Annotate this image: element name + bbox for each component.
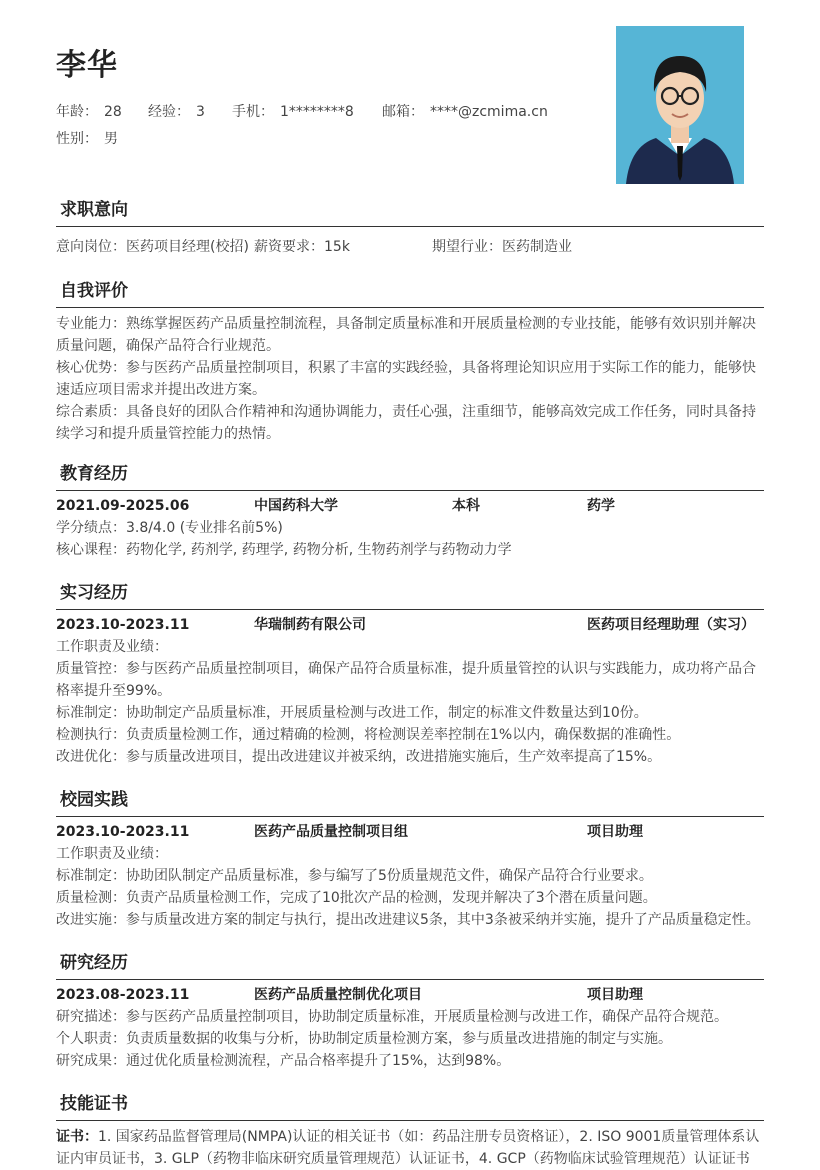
internship-details (56, 636, 764, 768)
section-divider (56, 226, 764, 227)
campus-date: 2023.10-2023.11 (56, 824, 190, 840)
section-skills (56, 1092, 764, 1170)
detail-line: 质量检测：负责产品质量检测工作，完成了10批次产品的检测，发现并解决了3个潜在质量问题。 (56, 890, 657, 906)
courses-line: 核心课程：药物化学, 药剂学, 药理学, 药物分析, 生物药剂学与药物动力学 (56, 542, 512, 558)
phone-item: 手机： 1********8 (232, 104, 354, 120)
certificates-text (56, 1126, 764, 1170)
section-title: 研究经历 (60, 953, 128, 973)
internship-role: 医药项目经理助理（实习） (587, 617, 755, 633)
phone-value: 1********8 (280, 104, 354, 120)
section-title: 技能证书 (60, 1094, 128, 1114)
section-title: 教育经历 (60, 464, 128, 484)
self-evaluation-body (56, 313, 764, 445)
campus-details (56, 843, 764, 931)
research-details (56, 1006, 764, 1072)
campus-role: 项目助理 (587, 824, 643, 840)
profile-photo (616, 26, 744, 184)
candidate-name: 李华 (56, 48, 118, 83)
degree: 本科 (452, 498, 480, 514)
major: 药学 (587, 498, 615, 514)
salary-requirement: 薪资要求：15k (254, 239, 350, 255)
section-divider (56, 490, 764, 491)
self-evaluation-line: 核心优势：参与医药产品质量控制项目，积累了丰富的实践经验，具备将理论知识应用于实际工作的能力，能够快速适应项目需求并提出改进方案。 (56, 360, 756, 398)
experience-value: 3 (196, 104, 205, 120)
detail-line: 工作职责及业绩： (56, 639, 168, 655)
education-entry-header (56, 495, 764, 517)
section-divider (56, 307, 764, 308)
age-value: 28 (104, 104, 122, 120)
experience-item: 经验： 3 (148, 104, 205, 120)
self-evaluation-line: 综合素质：具备良好的团队合作精神和沟通协调能力，责任心强，注重细节，能够高效完成工作任务，同时具备持续学习和提升质量管控能力的热情。 (56, 404, 756, 442)
section-title: 校园实践 (60, 790, 128, 810)
section-campus-practice (56, 788, 764, 931)
section-divider (56, 816, 764, 817)
age-item: 年龄： 28 (56, 104, 122, 120)
education-date: 2021.09-2025.06 (56, 498, 190, 514)
email-item: 邮箱： ****@zcmima.cn (382, 104, 548, 120)
section-self-evaluation (56, 279, 764, 445)
detail-line: 个人职责：负责质量数据的收集与分析，协助制定质量检测方案，参与质量改进措施的制定与实施。 (56, 1031, 672, 1047)
detail-line: 研究成果：通过优化质量检测流程，产品合格率提升了15%，达到98%。 (56, 1053, 511, 1069)
detail-line: 研究描述：参与医药产品质量控制项目，协助制定质量标准，开展质量检测与改进工作，确保产品符合规范。 (56, 1009, 728, 1025)
campus-entry-header (56, 821, 764, 843)
section-divider (56, 1120, 764, 1121)
section-job-intent (56, 198, 764, 258)
section-title: 实习经历 (60, 583, 128, 603)
research-date: 2023.08-2023.11 (56, 987, 190, 1003)
section-divider (56, 609, 764, 610)
section-internship (56, 581, 764, 768)
gender-row: 性别： 男 (56, 131, 118, 147)
internship-entry-header (56, 614, 764, 636)
project-name: 医药产品质量控制优化项目 (254, 987, 422, 1003)
expected-industry: 期望行业：医药制造业 (432, 239, 572, 255)
email-value: ****@zcmima.cn (430, 104, 548, 120)
detail-line: 标准制定：协助制定产品质量标准，开展质量检测与改进工作，制定的标准文件数量达到10份。 (56, 705, 648, 721)
internship-date: 2023.10-2023.11 (56, 617, 190, 633)
education-details (56, 517, 764, 561)
basic-info-row (56, 101, 548, 121)
gender-value: 男 (104, 131, 118, 147)
job-intent-row (56, 236, 764, 258)
gpa-line: 学分绩点：3.8/4.0 (专业排名前5%) (56, 520, 283, 536)
self-evaluation-line: 专业能力：熟练掌握医药产品质量控制流程，具备制定质量标准和开展质量检测的专业技能，能够有效识别并解决质量问题，确保产品符合行业规范。 (56, 316, 756, 354)
detail-line: 改进实施：参与质量改进方案的制定与执行，提出改进建议5条，其中3条被采纳并实施，提升了产品质量稳定性。 (56, 912, 760, 928)
intended-position: 意向岗位：医药项目经理(校招) (56, 239, 249, 255)
certificates-label: 证书： (56, 1129, 98, 1145)
research-entry-header (56, 984, 764, 1006)
detail-line: 标准制定：协助团队制定产品质量标准，参与编写了5份质量规范文件，确保产品符合行业要求。 (56, 868, 653, 884)
school-name: 中国药科大学 (254, 498, 338, 514)
detail-line: 改进优化：参与质量改进项目，提出改进建议并被采纳，改进措施实施后，生产效率提高了15%。 (56, 749, 662, 765)
certificates-list: 1. 国家药品监督管理局(NMPA)认证的相关证书（如：药品注册专员资格证），2. ISO 9001质量管理体系认证内审员证书，3. GLP（药物非临床研究质量管理规范）认证证书，4. GCP（药物临床试验管理规范）认证证书 (56, 1129, 760, 1167)
section-education (56, 462, 764, 561)
section-divider (56, 979, 764, 980)
research-role: 项目助理 (587, 987, 643, 1003)
section-research (56, 951, 764, 1072)
detail-line: 工作职责及业绩： (56, 846, 168, 862)
detail-line: 质量管控：参与医药产品质量控制项目，确保产品符合质量标准，提升质量管控的认识与实践能力，成功将产品合格率提升至99%。 (56, 661, 756, 699)
section-title: 自我评价 (60, 281, 128, 301)
company-name: 华瑞制药有限公司 (254, 617, 366, 633)
detail-line: 检测执行：负责质量检测工作，通过精确的检测，将检测误差率控制在1%以内，确保数据的准确性。 (56, 727, 681, 743)
avatar-icon (616, 26, 744, 184)
organization-name: 医药产品质量控制项目组 (254, 824, 408, 840)
section-title: 求职意向 (60, 200, 128, 220)
